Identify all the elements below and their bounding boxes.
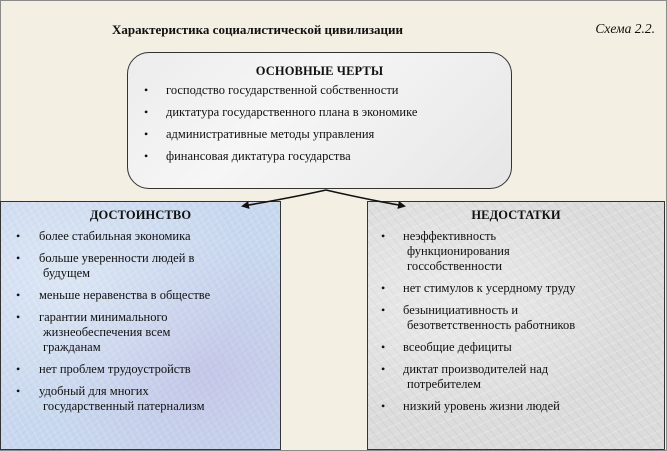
- scheme-label: Схема 2.2.: [595, 21, 655, 36]
- list-item: [1, 251, 280, 281]
- main-features-list: [128, 83, 511, 164]
- diagram-title: Характеристика социалистической цивилизации: [112, 22, 404, 37]
- list-item-text: • гарантии минимального: [39, 310, 168, 324]
- list-item: [1, 288, 280, 303]
- list-item-text: • низкий уровень жизни людей: [403, 399, 560, 413]
- list-item-text: • диктат производителей над: [403, 362, 549, 376]
- list-item-text: • безынициативность и: [403, 303, 519, 317]
- list-item: [368, 229, 664, 274]
- list-item-text: • меньше неравенства в обществе: [39, 288, 211, 302]
- disadvantages-heading: НЕДОСТАТКИ: [471, 208, 561, 222]
- list-item: [1, 384, 280, 414]
- list-item: [368, 340, 664, 355]
- list-item-text: • больше уверенности людей в: [39, 251, 195, 265]
- list-item-text: • финансовая диктатура государства: [166, 149, 351, 163]
- advantages-heading: ДОСТОИНСТВО: [89, 208, 192, 222]
- list-item: [1, 229, 280, 244]
- list-item-text: потребителем: [407, 377, 481, 391]
- list-item-text: • неэффективность: [403, 229, 497, 243]
- list-item-text: государственный патернализм: [43, 399, 205, 413]
- main-features-heading: ОСНОВНЫЕ ЧЕРТЫ: [255, 64, 384, 78]
- list-item-text: гражданам: [43, 340, 101, 354]
- list-item-text: функционирования: [407, 244, 510, 258]
- advantages-list: [1, 229, 280, 414]
- list-item-text: • нет стимулов к усердному труду: [403, 281, 576, 295]
- list-item: [128, 83, 511, 98]
- list-item-text: • всеобщие дефициты: [403, 340, 512, 354]
- list-item-text: госсобственности: [407, 259, 503, 273]
- list-item: [368, 303, 664, 333]
- main-features-box: [127, 52, 512, 189]
- list-item: [128, 105, 511, 120]
- list-item: [1, 310, 280, 355]
- list-item: [368, 362, 664, 392]
- disadvantages-list: [368, 229, 664, 414]
- advantages-box: [0, 201, 281, 450]
- list-item: [1, 362, 280, 377]
- list-item-text: безответственность работников: [407, 318, 576, 332]
- list-item-text: жизнеобеспечения всем: [43, 325, 171, 339]
- list-item-text: • господство государственной собственности: [166, 83, 399, 97]
- list-item: [128, 127, 511, 142]
- list-item-text: • диктатура государственного плана в экономике: [166, 105, 418, 119]
- list-item: [368, 281, 664, 296]
- list-item: [128, 149, 511, 164]
- list-item-text: будущем: [43, 266, 91, 280]
- disadvantages-box: [367, 201, 665, 450]
- list-item-text: • административные методы управления: [166, 127, 375, 141]
- list-item: [368, 399, 664, 414]
- list-item-text: • нет проблем трудоустройств: [39, 362, 191, 376]
- list-item-text: • удобный для многих: [39, 384, 149, 398]
- list-item-text: • более стабильная экономика: [39, 229, 191, 243]
